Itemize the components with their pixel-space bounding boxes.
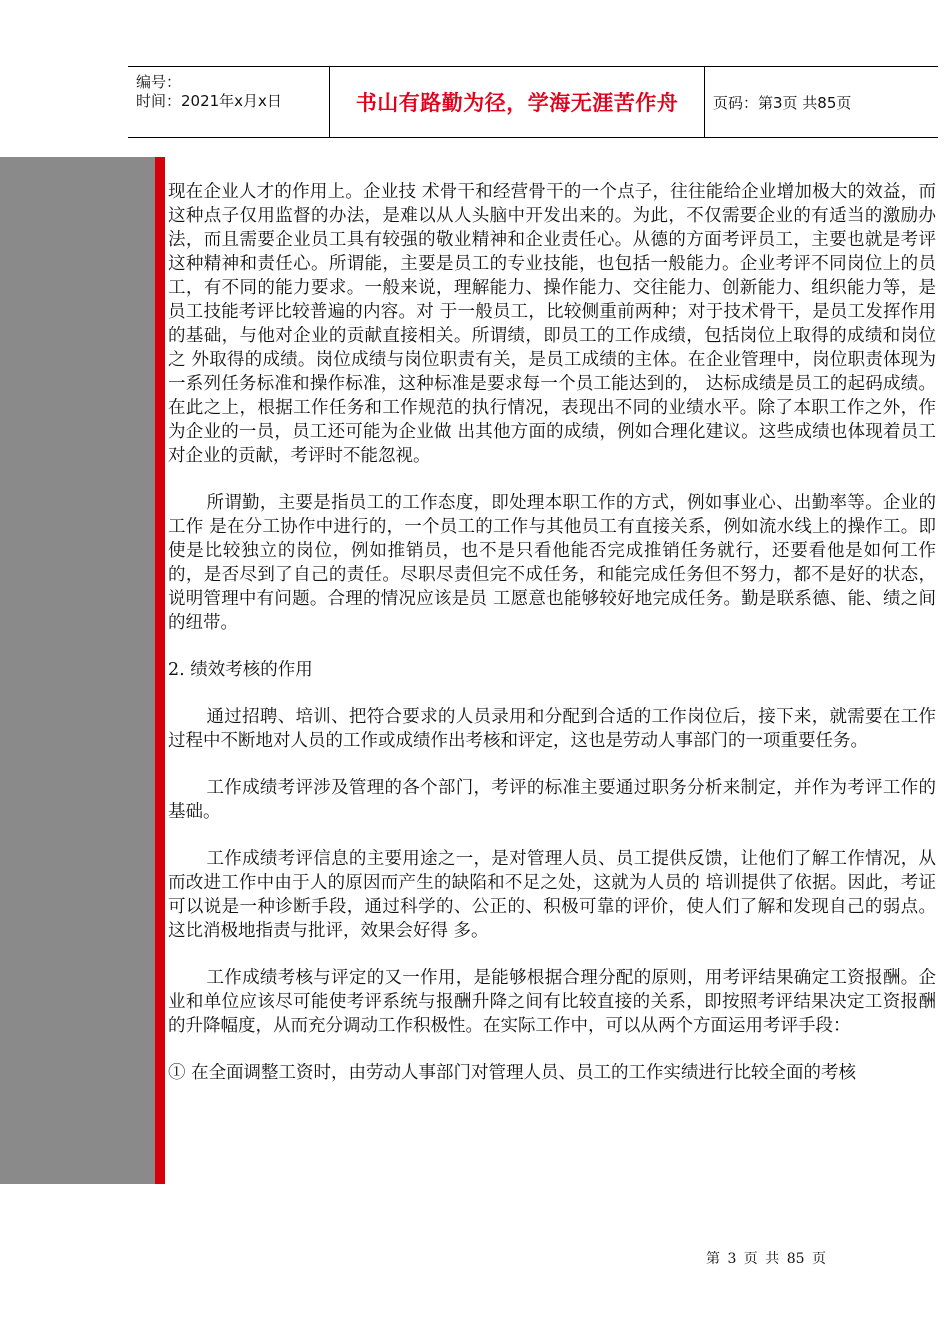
body-text — [168, 180, 936, 1108]
section-heading: 2. 绩效考核的作用 — [168, 660, 313, 680]
paragraph: 所谓勤，主要是指员工的工作态度，即处理本职工作的方式，例如事业心、出勤率等。企业的工作 是在分工协作中进行的，一个员工的工作与其他员工有直接关系，例如流水线上的操作工。即使是比较独立的岗位，例如推销员，也不是只看他能否完成推销任务就行，还要看他是如何工作的，是否尽到了自己的责任。尽职尽责但完不成任务，和能完成任务但不努力，都不是好的状态，说明管理中有问题。合理的情况应该是员 工愿意也能够较好地完成任务。勤是联系德、能、绩之间的纽带。 — [168, 493, 936, 633]
header-meta — [128, 67, 330, 137]
paragraph: 工作成绩考评信息的主要用途之一，是对管理人员、员工提供反馈，让他们了解工作情况，从而改进工作中由于人的原因而产生的缺陷和不足之处，这就为人员的 培训提供了依据。因此，考证可以说是一种诊断手段，通过科学的、公正的、积极可靠的评价，使人们了解和发现自己的弱点。这比消极地指责与批评，效果会好得 多。 — [168, 849, 936, 941]
date-label: 时间：2021年x月x日 — [136, 92, 282, 110]
header-motto: 书山有路勤为径，学海无涯苦作舟 — [330, 67, 705, 137]
page-header — [128, 66, 938, 138]
paragraph: 工作成绩考核与评定的又一作用，是能够根据合理分配的原则，用考评结果确定工资报酬。企业和单位应该尽可能使考评系统与报酬升降之间有比较直接的关系，即按照考评结果决定工资报酬的升降幅度，从而充分调动工作积极性。在实际工作中，可以从两个方面运用考评手段： — [168, 968, 936, 1036]
list-item: ① 在全面调整工资时，由劳动人事部门对管理人员、员工的工作实绩进行比较全面的考核 — [168, 1063, 857, 1083]
side-red-bar — [155, 157, 165, 1184]
paragraph: 工作成绩考评涉及管理的各个部门，考评的标准主要通过职务分析来制定，并作为考评工作的基础。 — [168, 778, 936, 822]
paragraph: 现在企业人才的作用上。企业技 术骨干和经营骨干的一个点子，往往能给企业增加极大的效益，而这种点子仅用监督的办法，是难以从人头脑中开发出来的。为此，不仅需要企业的有适当的激励办 法，而且需要企业员工具有较强的敬业精神和企业责任心。从德的方面考评员工，主要也就是考评这种精神和责任心。所谓能，主要是员工的专业技能，也包括一般能力。企业考评不同岗位上的员工，有不同的能力要求。一般来说，理解能力、操作能力、交往能力、创新能力、组织能力等，是员工技能考评比较普遍的内容。对 于一般员工，比较侧重前两种；对于技术骨干，是员工发挥作用的基础，与他对企业的贡献直接相关。所谓绩，即员工的工作成绩，包括岗位上取得的成绩和岗位之 外取得的成绩。岗位成绩与岗位职责有关，是员工成绩的主体。在企业管理中，岗位职责体现为一系列任务标准和操作标准，这种标准是要求每一个员工能达到的， 达标成绩是员工的起码成绩。在此之上，根据工作任务和工作规范的执行情况，表现出不同的业绩水平。除了本职工作之外，作为企业的一员，员工还可能为企业做 出其他方面的成绩，例如合理化建议。这些成绩也体现着员工对企业的贡献，考评时不能忽视。 — [168, 182, 936, 466]
page-footer: 第 3 页 共 85 页 — [706, 1251, 826, 1267]
number-label: 编号： — [136, 73, 182, 91]
paragraph: 通过招聘、培训、把符合要求的人员录用和分配到合适的工作岗位后，接下来，就需要在工作过程中不断地对人员的工作或成绩作出考核和评定，这也是劳动人事部门的一项重要任务。 — [168, 707, 936, 751]
header-page-info: 页码：第3页 共85页 — [713, 93, 852, 112]
side-gray-band — [0, 157, 155, 1184]
